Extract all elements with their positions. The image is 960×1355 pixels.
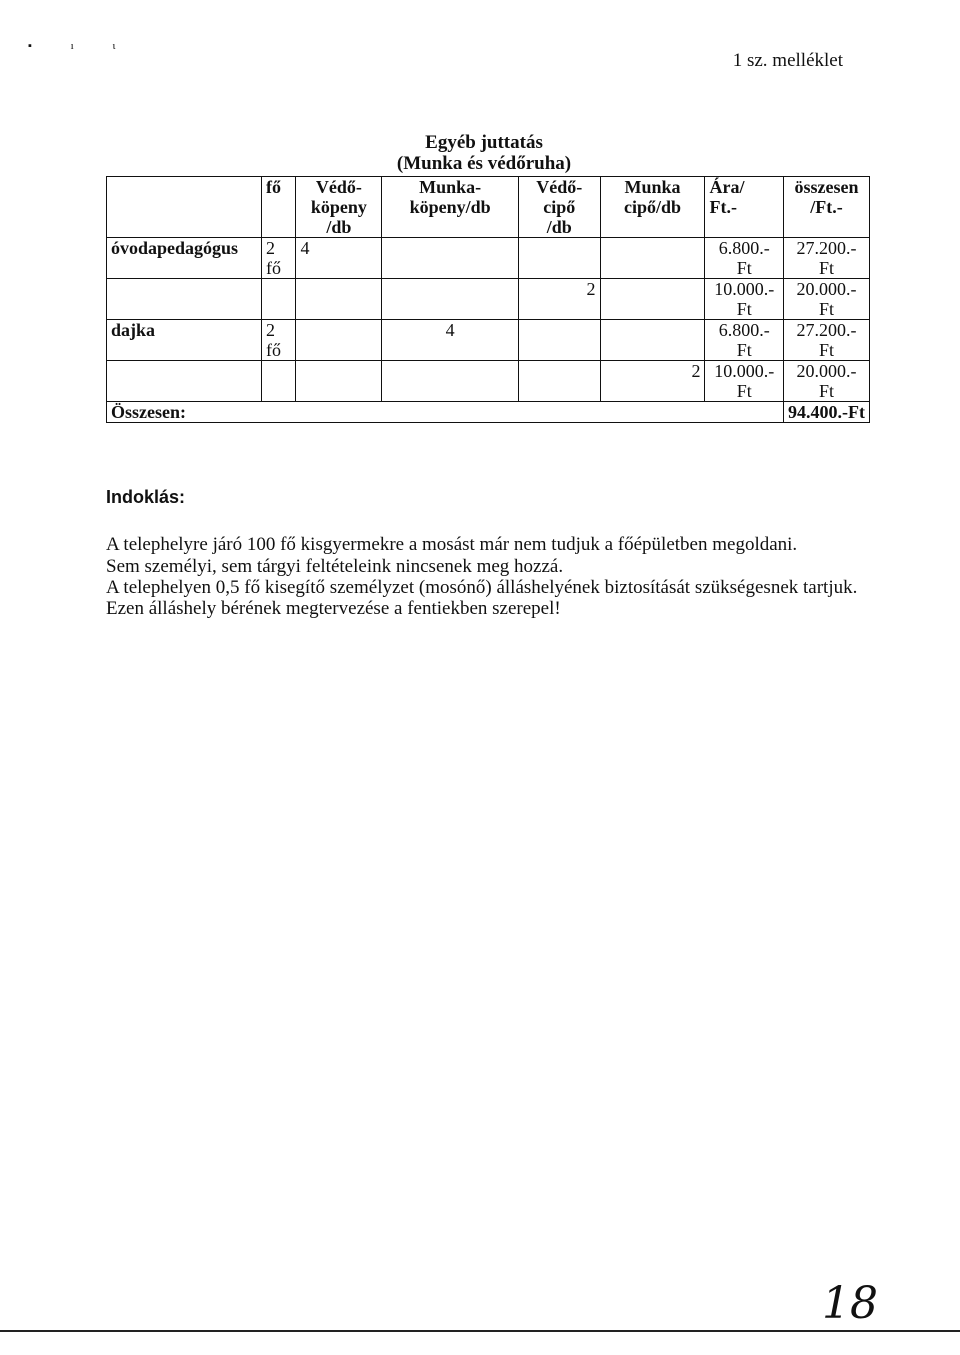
table-title: Egyéb juttatás (425, 132, 543, 153)
row-munkacipo (600, 320, 705, 361)
table-subtitle: (Munka és védőruha) (396, 153, 572, 174)
row-munkakopeny: 4 (382, 320, 519, 361)
section-title: Indoklás: (106, 487, 186, 507)
row-name (107, 279, 262, 320)
row-munkakopeny (382, 361, 519, 402)
total-row (107, 402, 870, 423)
justification-paragraph-1: A telephelyre járó 100 fő kisgyermekre a mosást már nem tudjuk a főépületben megoldani. (106, 534, 798, 555)
row-vedocipo (518, 238, 600, 279)
table-row (107, 320, 870, 361)
handwritten-page-number: 18 (822, 1278, 878, 1329)
header-fo: fő (262, 177, 296, 238)
row-name (107, 361, 262, 402)
row-vedocipo (518, 361, 600, 402)
row-fo (262, 361, 296, 402)
row-vedokopeny (296, 361, 382, 402)
row-fo: 2 fő (262, 238, 296, 279)
row-vedokopeny: 4 (296, 238, 382, 279)
header-vedocipo: Védő- cipő /db (518, 177, 600, 238)
row-osszesen: 20.000.- Ft (783, 361, 869, 402)
row-munkacipo: 2 (600, 361, 705, 402)
row-munkacipo (600, 238, 705, 279)
row-vedokopeny (296, 279, 382, 320)
row-ara: 10.000.- Ft (705, 361, 784, 402)
header-empty-cell (107, 177, 262, 238)
table-row (107, 279, 870, 320)
header-osszesen: összesen /Ft.- (783, 177, 869, 238)
row-vedocipo: 2 (518, 279, 600, 320)
row-osszesen: 20.000.- Ft (783, 279, 869, 320)
row-osszesen: 27.200.- Ft (783, 320, 869, 361)
scan-artifact-marks: ▪ ı ι (28, 40, 134, 52)
allowance-table (106, 176, 870, 423)
header-vedokopeny: Védő- köpeny /db (296, 177, 382, 238)
total-label: Összesen: (107, 402, 784, 423)
row-osszesen: 27.200.- Ft (783, 238, 869, 279)
row-fo (262, 279, 296, 320)
table-row (107, 238, 870, 279)
header-munkakopeny: Munka- köpeny/db (382, 177, 519, 238)
annex-label: 1 sz. melléklet (732, 50, 843, 71)
row-munkakopeny (382, 279, 519, 320)
row-name: dajka (107, 320, 262, 361)
justification-paragraph-3: A telephelyen 0,5 fő kisegítő személyzet (mosónő) álláshelyének biztosítását szükségesnek tartjuk. Ezen álláshely bérének megtervezése a fentiekben szerepel! (106, 577, 858, 619)
header-munkacipo: Munka cipő/db (600, 177, 705, 238)
total-value: 94.400.-Ft (783, 402, 869, 423)
row-munkakopeny (382, 238, 519, 279)
row-munkacipo (600, 279, 705, 320)
row-ara: 6.800.- Ft (705, 238, 784, 279)
table-row (107, 361, 870, 402)
row-vedocipo (518, 320, 600, 361)
table-header-row (107, 177, 870, 238)
justification-paragraph-2: Sem személyi, sem tárgyi feltételeink nincsenek meg hozzá. (106, 556, 564, 577)
row-fo: 2 fő (262, 320, 296, 361)
row-name: óvodapedagógus (107, 238, 262, 279)
row-ara: 6.800.- Ft (705, 320, 784, 361)
row-vedokopeny (296, 320, 382, 361)
header-ara: Ára/ Ft.- (705, 177, 784, 238)
row-ara: 10.000.- Ft (705, 279, 784, 320)
bottom-scan-edge (0, 1330, 960, 1332)
